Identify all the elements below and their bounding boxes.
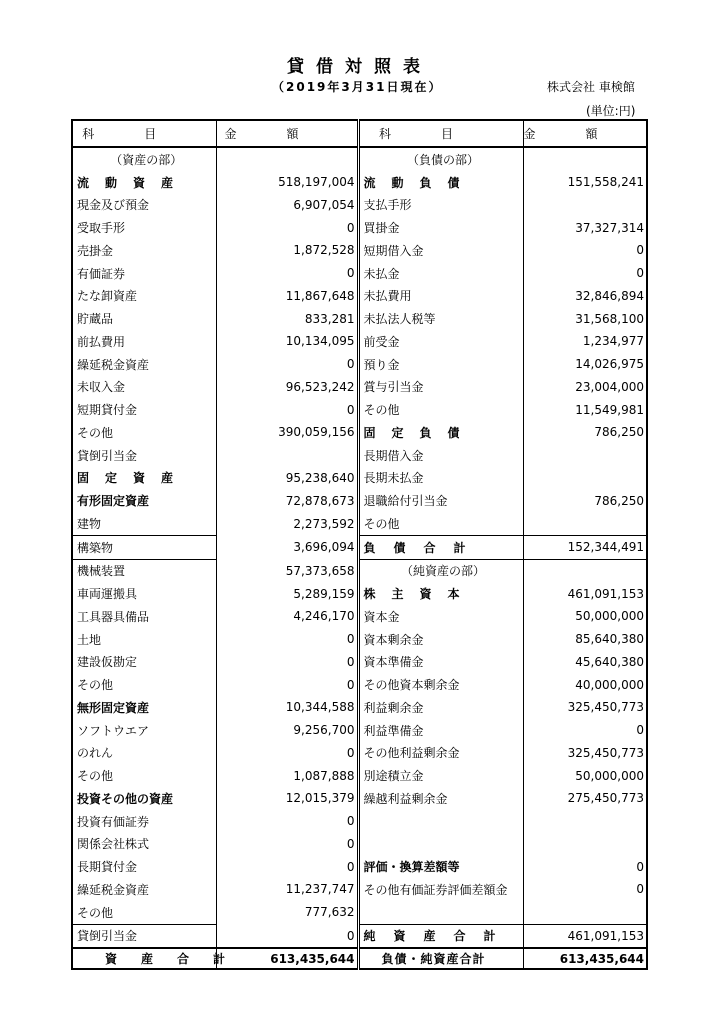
left-amount: 0 — [216, 216, 358, 239]
right-item: その他 — [363, 403, 400, 418]
assets-total-label: 資産合計 — [72, 948, 216, 969]
right-item: 別途積立金 — [363, 769, 424, 784]
right-item: 固定負債 — [363, 425, 476, 440]
table-row — [72, 924, 647, 948]
left-amount: 2,273,592 — [216, 512, 358, 535]
table-row — [72, 512, 647, 535]
left-item: 長期貸付金 — [77, 860, 138, 875]
right-amount: 40,000,000 — [523, 673, 647, 696]
left-item: 流動資産 — [77, 175, 190, 190]
right-amount: 786,250 — [523, 489, 647, 512]
table-row — [72, 239, 647, 262]
left-amount: 4,246,170 — [216, 605, 358, 628]
right-amount: 0 — [523, 262, 647, 285]
table-row — [72, 535, 647, 559]
right-amount — [523, 833, 647, 856]
right-amount: 85,640,380 — [523, 628, 647, 651]
right-amount: 50,000,000 — [523, 764, 647, 787]
right-amount: 461,091,153 — [523, 582, 647, 605]
table-row — [72, 628, 647, 651]
right-amount: 461,091,153 — [523, 924, 647, 948]
table-row — [72, 262, 647, 285]
right-item: 短期借入金 — [363, 243, 424, 258]
table-row — [72, 307, 647, 330]
left-amount: 10,344,588 — [216, 696, 358, 719]
left-amount: 72,878,673 — [216, 489, 358, 512]
left-amount: 0 — [216, 651, 358, 674]
right-item: 長期未払金 — [363, 471, 424, 486]
right-amount — [523, 467, 647, 490]
left-item: その他 — [77, 678, 114, 693]
left-amount: 0 — [216, 924, 358, 948]
table-row — [72, 489, 647, 512]
right-amount: 152,344,491 — [523, 535, 647, 559]
table-row — [72, 696, 647, 719]
left-item: 有価証券 — [77, 266, 126, 281]
right-amount: 31,568,100 — [523, 307, 647, 330]
left-amount: 777,632 — [216, 901, 358, 924]
table-row — [72, 878, 647, 901]
left-amount: 390,059,156 — [216, 421, 358, 444]
right-amount: 786,250 — [523, 421, 647, 444]
table-row — [72, 787, 647, 810]
left-item: 貯蔵品 — [77, 312, 114, 327]
table-row — [72, 216, 647, 239]
right-item: その他資本剰余金 — [363, 678, 460, 693]
left-item: その他 — [77, 905, 114, 920]
left-amount: 6,907,054 — [216, 194, 358, 217]
table-row — [72, 742, 647, 765]
table-row — [72, 833, 647, 856]
left-amount — [216, 444, 358, 467]
header-amount-left: 金額 — [216, 120, 358, 147]
right-item: 支払手形 — [363, 198, 412, 213]
right-item: 前受金 — [363, 334, 400, 349]
right-amount: 1,234,977 — [523, 330, 647, 353]
right-amount: 0 — [523, 878, 647, 901]
header-amount-right: 金額 — [523, 120, 647, 147]
liabilities-equity-total-label: 負債・純資産合計 — [358, 948, 523, 969]
table-row — [72, 582, 647, 605]
document-title: 貸借対照表 — [287, 57, 432, 77]
header-item-left: 科目 — [72, 120, 216, 147]
left-amount: 3,696,094 — [216, 535, 358, 559]
left-amount: 5,289,159 — [216, 582, 358, 605]
left-item: 工具器具備品 — [77, 609, 150, 624]
left-item: ソフトウエア — [77, 723, 150, 738]
left-item: 投資有価証券 — [77, 814, 150, 829]
right-item: 評価・換算差額等 — [363, 860, 460, 875]
right-amount: 275,450,773 — [523, 787, 647, 810]
left-item: 繰延税金資産 — [77, 357, 150, 372]
table-row — [72, 901, 647, 924]
table-row — [72, 444, 647, 467]
assets-total-amount: 613,435,644 — [216, 948, 358, 969]
left-item: 投資その他の資産 — [77, 791, 174, 806]
left-item: 有形固定資産 — [77, 494, 150, 509]
left-amount: 11,867,648 — [216, 285, 358, 308]
right-amount: 37,327,314 — [523, 216, 647, 239]
left-amount — [216, 147, 358, 171]
right-item: 負債合計 — [358, 535, 523, 559]
left-item: 繰延税金資産 — [77, 882, 150, 897]
right-amount: 32,846,894 — [523, 285, 647, 308]
left-item: のれん — [77, 746, 114, 761]
table-row — [72, 559, 647, 582]
table-row — [72, 171, 647, 194]
right-amount — [523, 559, 647, 582]
table-row — [72, 285, 647, 308]
right-amount: 0 — [523, 239, 647, 262]
right-amount: 0 — [523, 855, 647, 878]
right-amount — [523, 147, 647, 171]
table-row — [72, 764, 647, 787]
left-amount: 0 — [216, 673, 358, 696]
left-item: 建設仮勘定 — [77, 655, 138, 670]
table-row — [72, 810, 647, 833]
left-item: 建物 — [77, 516, 102, 531]
left-amount: 0 — [216, 855, 358, 878]
left-amount: 95,238,640 — [216, 467, 358, 490]
right-amount: 151,558,241 — [523, 171, 647, 194]
table-row — [72, 855, 647, 878]
right-amount: 325,450,773 — [523, 742, 647, 765]
right-item: 退職給付引当金 — [363, 494, 448, 509]
table-row — [72, 330, 647, 353]
left-item: 売掛金 — [77, 243, 114, 258]
right-amount — [523, 512, 647, 535]
table-row — [72, 467, 647, 490]
left-item: 構築物 — [72, 535, 216, 559]
right-amount — [523, 810, 647, 833]
right-item — [358, 810, 523, 833]
left-amount: 0 — [216, 810, 358, 833]
right-item: 利益準備金 — [363, 723, 424, 738]
balance-sheet-table — [71, 119, 648, 970]
left-amount: 1,087,888 — [216, 764, 358, 787]
right-item: （負債の部） — [406, 152, 479, 167]
left-item: 未収入金 — [77, 380, 126, 395]
table-row — [72, 673, 647, 696]
right-amount: 45,640,380 — [523, 651, 647, 674]
as-of-date: （2019年3月31日現在） — [272, 80, 443, 94]
right-amount — [523, 444, 647, 467]
right-item — [358, 901, 523, 924]
left-item: 機械装置 — [77, 564, 126, 579]
table-row — [72, 194, 647, 217]
right-item: その他有価証券評価差額金 — [363, 882, 508, 897]
right-item: その他 — [363, 516, 400, 531]
left-amount: 0 — [216, 353, 358, 376]
right-amount — [523, 194, 647, 217]
left-item: 貸倒引当金 — [72, 924, 216, 948]
left-item: その他 — [77, 769, 114, 784]
table-row — [72, 398, 647, 421]
right-item: 長期借入金 — [363, 448, 424, 463]
left-amount: 1,872,528 — [216, 239, 358, 262]
table-row — [72, 421, 647, 444]
left-amount: 0 — [216, 742, 358, 765]
right-item: その他利益剰余金 — [363, 746, 460, 761]
right-amount: 325,450,773 — [523, 696, 647, 719]
left-amount: 11,237,747 — [216, 878, 358, 901]
right-item: 純資産合計 — [358, 924, 523, 948]
table-row — [72, 605, 647, 628]
right-item: 資本剰余金 — [363, 632, 424, 647]
table-header-row — [72, 120, 647, 147]
right-item: 未払法人税等 — [363, 312, 436, 327]
left-item: その他 — [77, 425, 114, 440]
right-item — [358, 833, 523, 856]
right-amount: 0 — [523, 719, 647, 742]
right-item: 資本金 — [363, 609, 400, 624]
left-amount: 518,197,004 — [216, 171, 358, 194]
right-item: （純資産の部） — [400, 564, 485, 579]
table-row — [72, 651, 647, 674]
left-item: 車両運搬具 — [77, 587, 138, 602]
left-amount: 10,134,095 — [216, 330, 358, 353]
company-name: 株式会社 車検館 — [547, 80, 635, 94]
left-item: 現金及び預金 — [77, 198, 150, 213]
right-item: 利益剰余金 — [363, 700, 424, 715]
left-item: 固定資産 — [77, 471, 190, 486]
table-row — [72, 719, 647, 742]
left-amount: 12,015,379 — [216, 787, 358, 810]
table-row — [72, 353, 647, 376]
currency-unit: (単位:円) — [586, 104, 636, 118]
right-item: 株主資本 — [363, 587, 476, 602]
right-amount: 50,000,000 — [523, 605, 647, 628]
left-amount: 57,373,658 — [216, 559, 358, 582]
right-item: 賞与引当金 — [363, 380, 424, 395]
header-item-right: 科目 — [358, 120, 523, 147]
left-item: 土地 — [77, 632, 102, 647]
left-amount: 0 — [216, 398, 358, 421]
left-item: 前払費用 — [77, 334, 126, 349]
table-row — [72, 376, 647, 399]
right-amount — [523, 901, 647, 924]
left-item: 短期貸付金 — [77, 403, 138, 418]
table-row — [72, 147, 647, 171]
left-amount: 0 — [216, 833, 358, 856]
left-item: 関係会社株式 — [77, 837, 150, 852]
left-amount: 0 — [216, 262, 358, 285]
right-item: 未払費用 — [363, 289, 412, 304]
right-item: 預り金 — [363, 357, 400, 372]
left-item: 受取手形 — [77, 221, 126, 236]
totals-row — [72, 948, 647, 969]
left-item: （資産の部） — [110, 152, 183, 167]
left-amount: 96,523,242 — [216, 376, 358, 399]
left-amount: 833,281 — [216, 307, 358, 330]
right-amount: 23,004,000 — [523, 376, 647, 399]
left-item: 貸倒引当金 — [77, 448, 138, 463]
right-item: 資本準備金 — [363, 655, 424, 670]
liabilities-equity-total-amount: 613,435,644 — [523, 948, 647, 969]
left-item: たな卸資産 — [77, 289, 138, 304]
left-amount: 9,256,700 — [216, 719, 358, 742]
left-item: 無形固定資産 — [77, 700, 150, 715]
right-item: 流動負債 — [363, 175, 476, 190]
right-item: 繰越利益剰余金 — [363, 791, 448, 806]
right-amount: 14,026,975 — [523, 353, 647, 376]
right-item: 未払金 — [363, 266, 400, 281]
right-item: 買掛金 — [363, 221, 400, 236]
left-amount: 0 — [216, 628, 358, 651]
right-amount: 11,549,981 — [523, 398, 647, 421]
